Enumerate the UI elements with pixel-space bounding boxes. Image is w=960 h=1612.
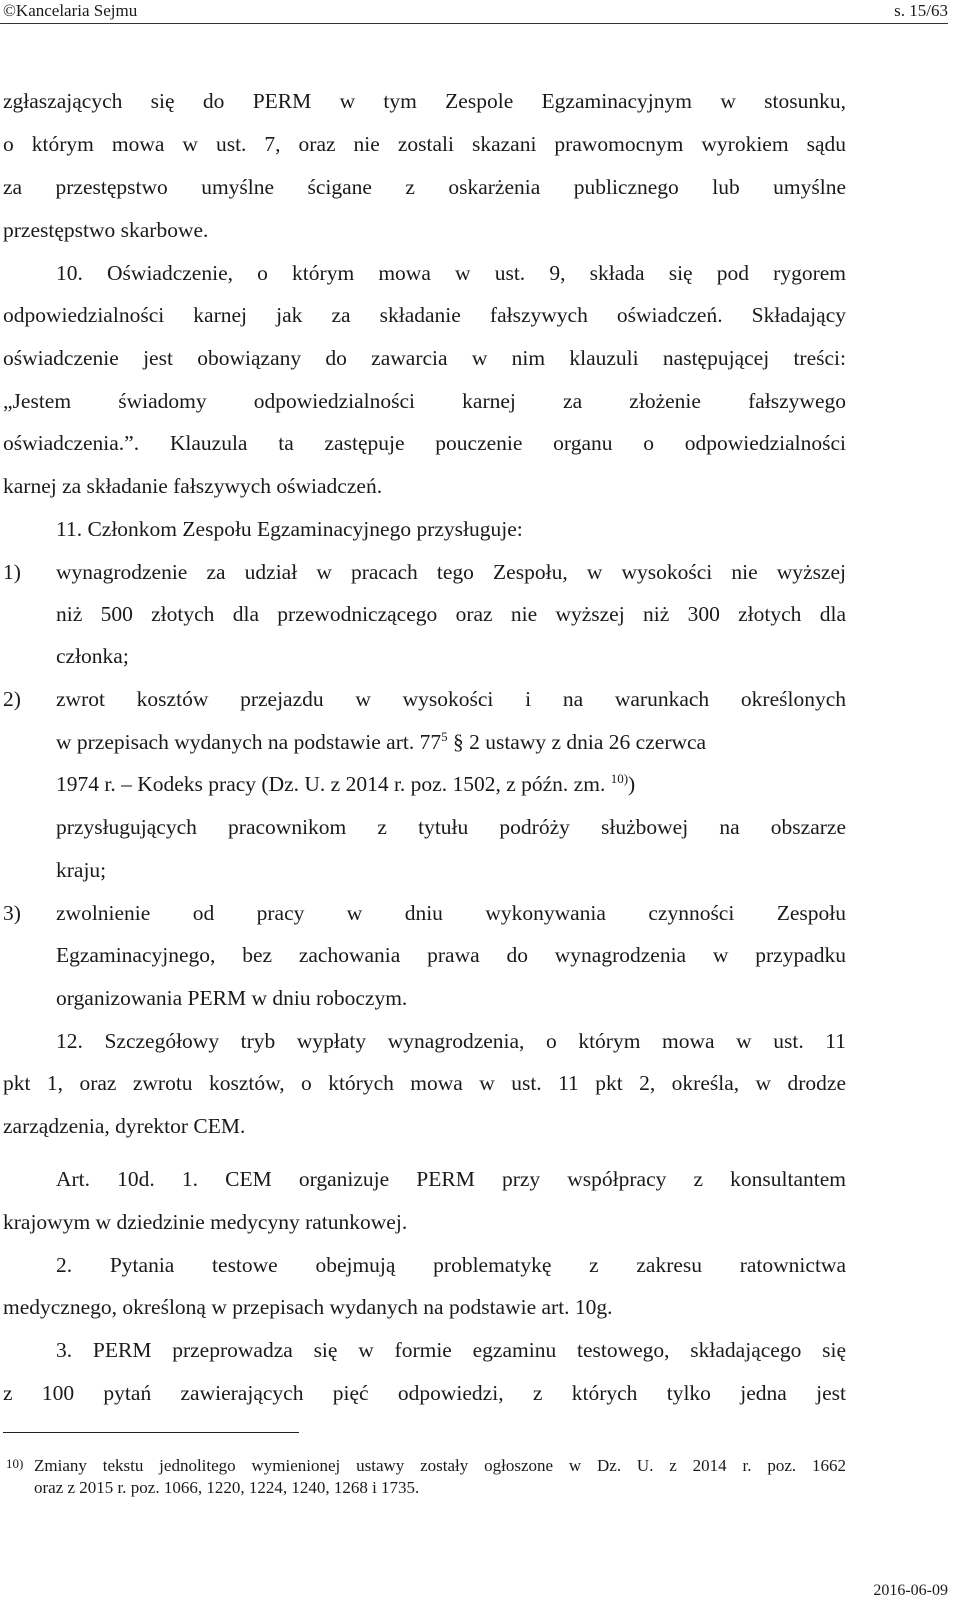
footnote-text: oraz z 2015 r. poz. 1066, 1220, 1224, 1240, 1268 i 1735. [34,1478,420,1497]
list-item-text-part: 1974 r. – Kodeks pracy (Dz. U. z 2014 r. poz. 1502, z późn. zm. [56,772,606,796]
body-line: zarządzenia, dyrektor CEM. [3,1114,246,1138]
body-line: o którym mowa w ust. 7, oraz nie zostali skazani prawomocnym wyrokiem sądu [3,132,846,156]
header-page-number: s. 15/63 [894,1,948,20]
list-item-text-part: w przepisach wydanych na podstawie art. 77 [56,730,442,754]
list-item-text: przysługujących pracownikom z tytułu podróży służbowej na obszarze [56,815,846,839]
list-item-text: zwolnienie od pracy w dniu wykonywania czynności Zespołu [56,901,846,925]
footnote-text: Zmiany tekstu jednolitego wymienionej ustawy zostały ogłoszone w Dz. U. z 2014 r. poz. 1662 [34,1456,846,1475]
list-item-text: kraju; [56,858,107,882]
footnote-mark: 10) [6,1456,24,1471]
list-item-text: członka; [56,644,129,668]
section-10-start: 10. Oświadczenie, o którym mowa w ust. 9, składa się pod rygorem [56,261,846,285]
list-item-text [56,729,706,755]
page-header [0,0,960,24]
section-12-start: 12. Szczegółowy tryb wypłaty wynagrodzenia, o którym mowa w ust. 11 [56,1029,846,1053]
list-item-text: zwrot kosztów przejazdu w wysokości i na warunkach określonych [56,687,846,711]
list-item-text: niż 500 złotych dla przewodniczącego oraz nie wyższej niż 300 złotych dla [56,602,846,626]
body-line: karnej za składanie fałszywych oświadczeń. [3,474,383,498]
header-divider [0,23,948,24]
list-item-text [56,771,635,797]
body-line: oświadczenie jest obowiązany do zawarcia w nim klauzuli następującej treści: [3,346,846,370]
list-number: 2) [3,687,21,711]
body-line: 3. PERM przeprowadza się w formie egzaminu testowego, składającego się [56,1338,846,1362]
body-line: odpowiedzialności karnej jak za składanie fałszywych oświadczeń. Składający [3,303,846,327]
body-line: z 100 pytań zawierających pięć odpowiedzi, z których tylko jedna jest [3,1381,846,1405]
body-line: zgłaszających się do PERM w tym Zespole Egzaminacyjnym w stosunku, [3,89,846,113]
list-item-text: wynagrodzenie za udział w pracach tego Zespołu, w wysokości nie wyższej [56,560,846,584]
list-item-text: organizowania PERM w dniu roboczym. [56,986,408,1010]
body-line: za przestępstwo umyślne ścigane z oskarżenia publicznego lub umyślne [3,175,846,199]
body-line: „Jestem świadomy odpowiedzialności karnej za złożenie fałszywego [3,389,846,413]
article-heading-line: Art. 10d. 1. CEM organizuje PERM przy współpracy z konsultantem [56,1167,846,1191]
section-11-start: 11. Członkom Zespołu Egzaminacyjnego przysługuje: [56,517,523,541]
list-item-text-part: § 2 ustawy z dnia 26 czerwca [452,730,707,754]
header-source: ©Kancelaria Sejmu [3,1,138,20]
body-line: pkt 1, oraz zwrotu kosztów, o których mowa w ust. 11 pkt 2, określa, w drodze [3,1071,846,1095]
list-number: 3) [3,901,21,925]
superscript: 5 [441,728,448,744]
footnote-reference: 10) [610,770,629,786]
body-line: 2. Pytania testowe obejmują problematykę z zakresu ratownictwa [56,1253,846,1277]
list-number: 1) [3,560,21,584]
body-line: krajowym w dziedzinie medycyny ratunkowej. [3,1210,408,1234]
list-item-text: Egzaminacyjnego, bez zachowania prawa do wynagrodzenia w przypadku [56,943,846,967]
body-line: medycznego, określoną w przepisach wydanych na podstawie art. 10g. [3,1295,613,1319]
list-item-text-part: ) [628,772,636,796]
footnote-separator [3,1432,299,1433]
body-line: przestępstwo skarbowe. [3,218,209,242]
body-line: oświadczenia.”. Klauzula ta zastępuje pouczenie organu o odpowiedzialności [3,431,846,455]
footer-date: 2016-06-09 [873,1582,948,1599]
